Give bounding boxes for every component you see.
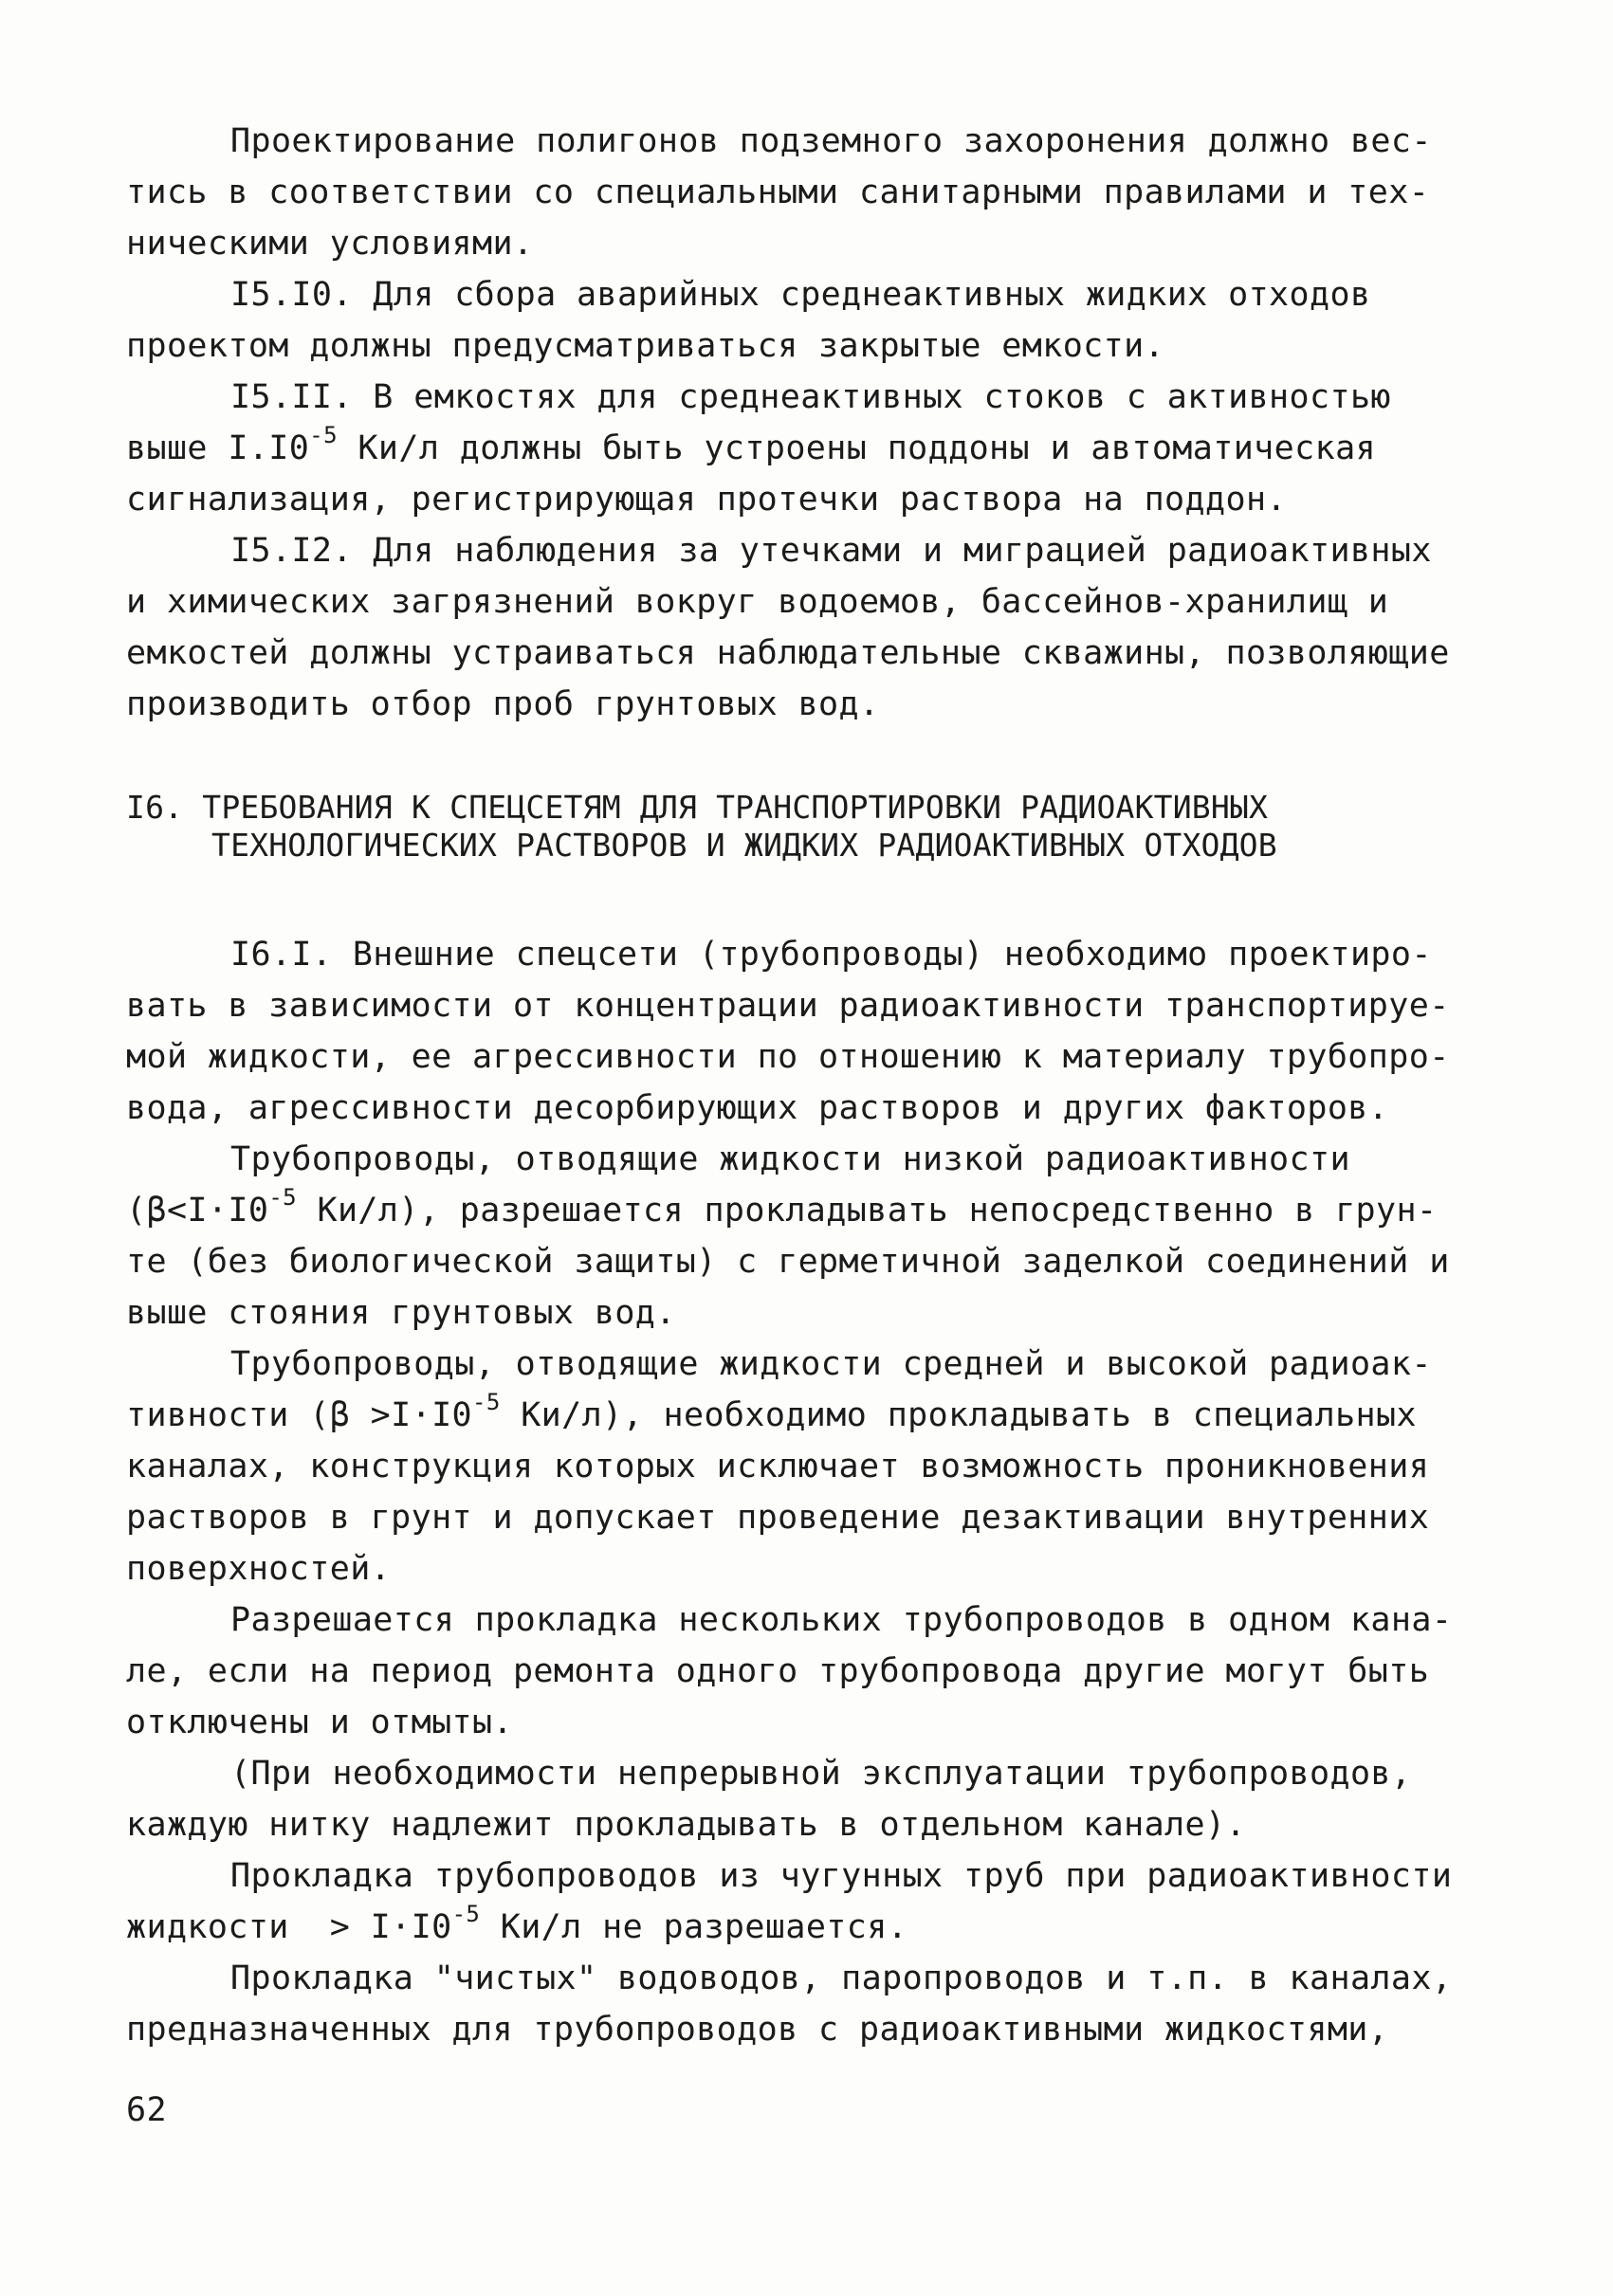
paragraph xyxy=(126,1134,1492,1339)
line-text: емкостей должны устраиваться наблюдательные скважины, позволяющие xyxy=(126,634,1450,672)
text-line xyxy=(126,320,1492,372)
line-text: ническими условиями. xyxy=(126,225,534,263)
text-line xyxy=(126,474,1492,525)
section-heading-line-1: I6. ТРЕБОВАНИЯ К СПЕЦСЕТЯМ ДЛЯ ТРАНСПОРТИРОВКИ РАДИОАКТИВНЫХ xyxy=(126,789,1269,826)
text-line xyxy=(126,269,1492,320)
paragraph xyxy=(126,1850,1492,1953)
line-text: Проектирование полигонов подземного захоронения должно вес- xyxy=(230,122,1432,160)
line-text: отключены и отмыты. xyxy=(126,1704,513,1741)
text-line xyxy=(126,1697,1492,1748)
text-line xyxy=(126,1594,1492,1646)
line-text: выше стояния грунтовых вод. xyxy=(126,1294,676,1332)
page-number: 62 xyxy=(126,2091,167,2129)
section-heading xyxy=(126,789,1492,865)
line-text: и химических загрязнений вокруг водоемов, бассейнов-хранилищ и xyxy=(126,583,1389,621)
text-line xyxy=(126,1441,1492,1492)
exponent: -5 xyxy=(268,1184,298,1212)
text-line xyxy=(126,980,1492,1031)
text-line xyxy=(126,1236,1492,1287)
section-heading-line-2: ТЕХНОЛОГИЧЕСКИХ РАСТВОРОВ И ЖИДКИХ РАДИОАКТИВНЫХ ОТХОДОВ xyxy=(211,827,1277,864)
line-text: производить отбор проб грунтовых вод. xyxy=(126,685,880,723)
line-text: те (без биологической защиты) с герметичной заделкой соединений и xyxy=(126,1243,1450,1281)
line-text: вода, агрессивности десорбирующих растворов и других факторов. xyxy=(126,1089,1389,1127)
text-line xyxy=(126,1083,1492,1134)
text-line xyxy=(126,2004,1492,2055)
line-text-continued: Ки/л), необходимо прокладывать в специальных xyxy=(500,1396,1417,1434)
line-text-continued: Ки/л должны быть устроены поддоны и автоматическая xyxy=(337,429,1377,467)
paragraph xyxy=(126,1339,1492,1594)
text-line xyxy=(126,1902,1492,1953)
line-text: жидкости > I·I0 xyxy=(126,1908,452,1946)
text-block-bottom xyxy=(126,929,1492,2055)
line-text: I6.I. Внешние спецсети (трубопроводы) необходимо проектиро- xyxy=(230,936,1432,974)
text-block-top xyxy=(126,116,1492,730)
line-text: Трубопроводы, отводящие жидкости низкой радиоактивности xyxy=(230,1140,1350,1178)
text-line xyxy=(126,167,1492,218)
paragraph xyxy=(126,929,1492,1134)
line-text: каналах, конструкция которых исключает возможность проникновения xyxy=(126,1448,1430,1485)
exponent: -5 xyxy=(451,1901,481,1928)
line-text: тивности (β >I·I0 xyxy=(126,1396,473,1434)
line-text: тись в соответствии со специальными санитарными правилами и тех- xyxy=(126,173,1430,211)
paragraph xyxy=(126,1748,1492,1850)
line-text: I5.I0. Для сбора аварийных среднеактивных жидких отходов xyxy=(230,276,1371,314)
line-text: сигнализация, регистрирующая протечки раствора на поддон. xyxy=(126,481,1287,519)
line-text: выше I.I0 xyxy=(126,429,310,467)
text-line xyxy=(126,1185,1492,1236)
text-line xyxy=(126,1748,1492,1799)
text-line xyxy=(126,218,1492,269)
line-text: Прокладка трубопроводов из чугунных труб при радиоактивности xyxy=(230,1857,1453,1895)
text-line xyxy=(126,628,1492,679)
text-line xyxy=(126,1543,1492,1594)
text-line xyxy=(126,1492,1492,1543)
text-line xyxy=(126,929,1492,980)
line-text: поверхностей. xyxy=(126,1550,392,1588)
paragraph xyxy=(126,116,1492,269)
line-text: (β<I·I0 xyxy=(126,1192,269,1230)
text-line xyxy=(126,576,1492,628)
exponent: -5 xyxy=(472,1389,501,1416)
paragraph xyxy=(126,269,1492,372)
text-line xyxy=(126,1339,1492,1390)
line-text-continued: Ки/л не разрешается. xyxy=(480,1908,908,1946)
text-line xyxy=(126,679,1492,730)
line-text: I5.II. В емкостях для среднеактивных стоков с активностью xyxy=(230,378,1391,416)
text-line xyxy=(126,1031,1492,1083)
exponent: -5 xyxy=(309,422,338,449)
text-line xyxy=(126,1799,1492,1850)
text-line xyxy=(126,1287,1492,1339)
line-text: растворов в грунт и допускает проведение дезактивации внутренних xyxy=(126,1499,1430,1537)
text-line xyxy=(126,116,1492,167)
line-text: каждую нитку надлежит прокладывать в отдельном канале). xyxy=(126,1806,1246,1844)
line-text: вать в зависимости от концентрации радиоактивности транспортируе- xyxy=(126,987,1450,1025)
line-text: (При необходимости непрерывной эксплуатации трубопроводов, xyxy=(230,1755,1412,1793)
line-text: I5.I2. Для наблюдения за утечками и миграцией радиоактивных xyxy=(230,532,1432,570)
text-line xyxy=(126,1390,1492,1441)
line-text: предназначенных для трубопроводов с радиоактивными жидкостями, xyxy=(126,2011,1389,2049)
paragraph xyxy=(126,525,1492,730)
line-text: Трубопроводы, отводящие жидкости средней и высокой радиоак- xyxy=(230,1345,1432,1383)
paragraph xyxy=(126,372,1492,525)
line-text: Прокладка "чистых" водоводов, паропроводов и т.п. в каналах, xyxy=(230,1959,1453,1997)
text-line xyxy=(126,1134,1492,1185)
text-line xyxy=(126,423,1492,474)
text-line xyxy=(126,1646,1492,1697)
text-line xyxy=(126,372,1492,423)
line-text: мой жидкости, ее агрессивности по отношению к материалу трубопро- xyxy=(126,1038,1450,1076)
line-text-continued: Ки/л), разрешается прокладывать непосредственно в грун- xyxy=(297,1192,1438,1230)
paragraph xyxy=(126,1953,1492,2055)
line-text: проектом должны предусматриваться закрытые емкости. xyxy=(126,327,1165,365)
text-line xyxy=(126,1850,1492,1902)
line-text: ле, если на период ремонта одного трубопровода другие могут быть xyxy=(126,1652,1430,1690)
text-line xyxy=(126,1953,1492,2004)
paragraph xyxy=(126,1594,1492,1748)
text-line xyxy=(126,525,1492,576)
line-text: Разрешается прокладка нескольких трубопроводов в одном кана- xyxy=(230,1601,1453,1639)
